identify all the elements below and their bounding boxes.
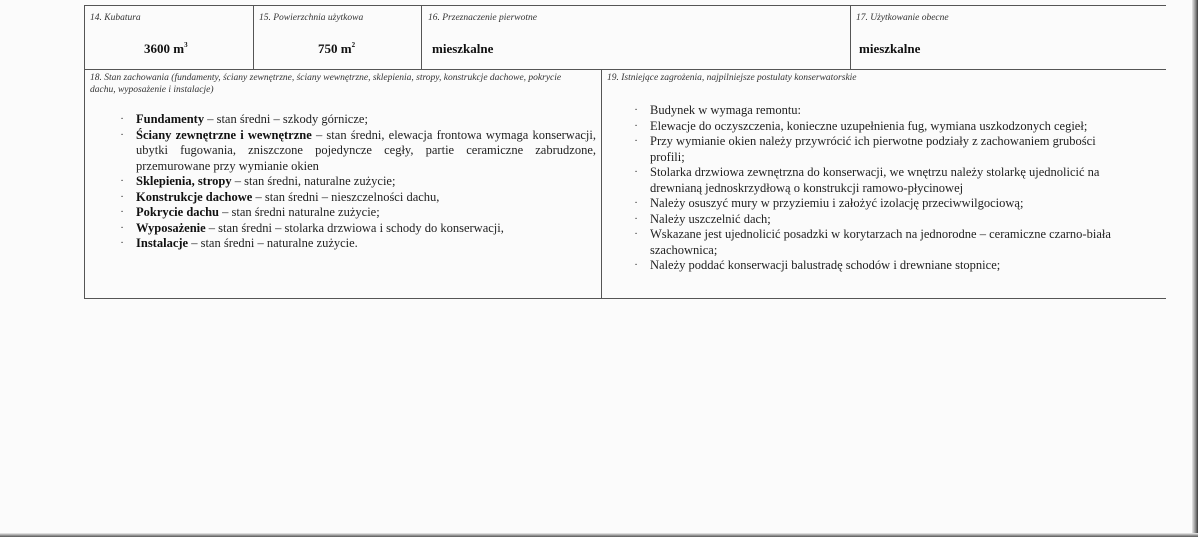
threat-list-item <box>628 134 1113 165</box>
field-label-powierzchnia: 15. Powierzchnia użytkowa <box>259 13 364 23</box>
scan-edge <box>0 533 1198 537</box>
condition-item-text: – stan średni naturalne zużycie; <box>218 205 380 219</box>
threat-list-item <box>628 165 1113 196</box>
condition-item-text: – stan średni – naturalne zużycie. <box>188 236 358 250</box>
threat-list-item <box>628 103 1113 119</box>
section-18-label: 18. Stan zachowania (fundamenty, ściany zewnętrzne, ściany wewnętrzne, sklepienia, stropy, konstrukcje dachowe, pokrycie dachu, wyposażenie i instalacje) <box>90 73 562 95</box>
bullet-icon: · <box>120 238 124 249</box>
threat-list-item <box>628 212 1113 228</box>
bullet-icon: · <box>120 129 124 141</box>
field-value-powierzchnia: 750 $m^2$ <box>318 41 356 56</box>
threat-item-text: Należy osuszyć mury w przyziemiu i założyć izolację przeciwwilgociową; <box>650 196 1024 210</box>
field-value-kubatura: 3600 $m^3$ <box>144 41 188 56</box>
bullet-icon: · <box>634 167 638 178</box>
table-bottom-border <box>84 298 1166 299</box>
field-label-uzytkowanie: 17. Użytkowanie obecne <box>856 13 949 23</box>
bullet-icon: · <box>120 191 124 203</box>
condition-item-title: Instalacje <box>136 236 189 250</box>
condition-item-text: – stan średni, elewacja frontowa wymaga konserwacji, ubytki fugowania, zniszczone pojedyncze cegły, partie ceramiczne zabrudzone, przemurowane przy wymianie okien <box>136 127 596 173</box>
scan-edge <box>1192 0 1198 537</box>
table-left-border <box>84 5 85 299</box>
bullet-icon: · <box>634 136 638 147</box>
table-top-border <box>84 5 1166 6</box>
condition-item-text: – stan średni – stolarka drzwiowa i schody do konserwacji, <box>205 220 504 235</box>
condition-item-title: Ściany zewnętrzne i wewnętrzne <box>136 127 312 142</box>
condition-item-title: Pokrycie dachu <box>136 205 219 219</box>
condition-item-title: Sklepienia, stropy <box>136 174 232 188</box>
bullet-icon: · <box>634 213 638 225</box>
field-value-uzytkowanie: mieszkalne <box>859 41 921 56</box>
bullet-icon: · <box>634 260 638 271</box>
field-label-kubatura: 14. Kubatura <box>90 13 141 23</box>
threat-item-text: Należy poddać konserwacji balustradę schodów i drewniane stopnice; <box>650 258 1001 272</box>
column-divider <box>850 5 851 69</box>
condition-item-title: Wyposażenie <box>136 220 206 235</box>
threat-item-text: Stolarka drzwiowa zewnętrzna do konserwacji, we wnętrzu należy stolarkę ujednolicić na drewnianą jednoskrzydłową o konstrukcji ramowo-płycinowej <box>650 165 1100 195</box>
bullet-icon: · <box>120 176 124 187</box>
condition-item-title: Fundamenty <box>136 112 205 126</box>
bullet-icon: · <box>634 105 638 116</box>
condition-list-item <box>114 128 596 175</box>
threat-item-text: Przy wymianie okien należy przywrócić ich pierwotne podziały z zachowaniem grubości profili; <box>650 134 1096 164</box>
condition-item-text: – stan średni – szkody górnicze; <box>204 112 368 126</box>
threat-item-text: Elewacje do oczyszczenia, konieczne uzupełnienia fug, wymiana uszkodzonych cegieł; <box>650 118 1088 133</box>
condition-list-item <box>114 112 596 128</box>
form-table <box>84 5 1166 299</box>
column-divider <box>421 5 422 69</box>
threats-list <box>628 103 1113 274</box>
condition-list-item <box>114 205 596 221</box>
condition-item-text: – stan średni – nieszczelności dachu, <box>252 189 440 204</box>
condition-list-item <box>114 174 596 190</box>
condition-list-item <box>114 190 596 206</box>
threat-list-item <box>628 119 1113 135</box>
threat-item-text: Wskazane jest ujednolicić posadzki w korytarzach na jednorodne – ceramiczne czarno-biała szachownica; <box>650 227 1111 257</box>
field-value-przeznaczenie: mieszkalne <box>432 41 494 56</box>
threat-item-text: Budynek w wymaga remontu: <box>650 103 802 117</box>
condition-list-item <box>114 236 596 252</box>
bullet-icon: · <box>634 198 638 209</box>
threat-item-text: Należy uszczelnić dach; <box>650 211 771 226</box>
threat-list-item <box>628 196 1113 212</box>
field-label-przeznaczenie: 16. Przeznaczenie pierwotne <box>428 13 537 23</box>
bullet-icon: · <box>634 229 638 240</box>
column-divider <box>253 5 254 69</box>
bullet-icon: · <box>634 120 638 132</box>
condition-item-text: – stan średni, naturalne zużycie; <box>231 174 396 188</box>
condition-list-item <box>114 221 596 237</box>
bullet-icon: · <box>120 207 124 218</box>
threat-list-item <box>628 227 1113 258</box>
row-divider <box>84 69 1166 70</box>
bullet-icon: · <box>120 222 124 234</box>
bullet-icon: · <box>120 114 124 125</box>
condition-item-title: Konstrukcje dachowe <box>136 189 253 204</box>
section-divider <box>601 69 602 299</box>
condition-list <box>114 112 596 252</box>
threat-list-item <box>628 258 1113 274</box>
section-19-label: 19. Istniejące zagrożenia, najpilniejsze postulaty konserwatorskie <box>607 73 857 83</box>
